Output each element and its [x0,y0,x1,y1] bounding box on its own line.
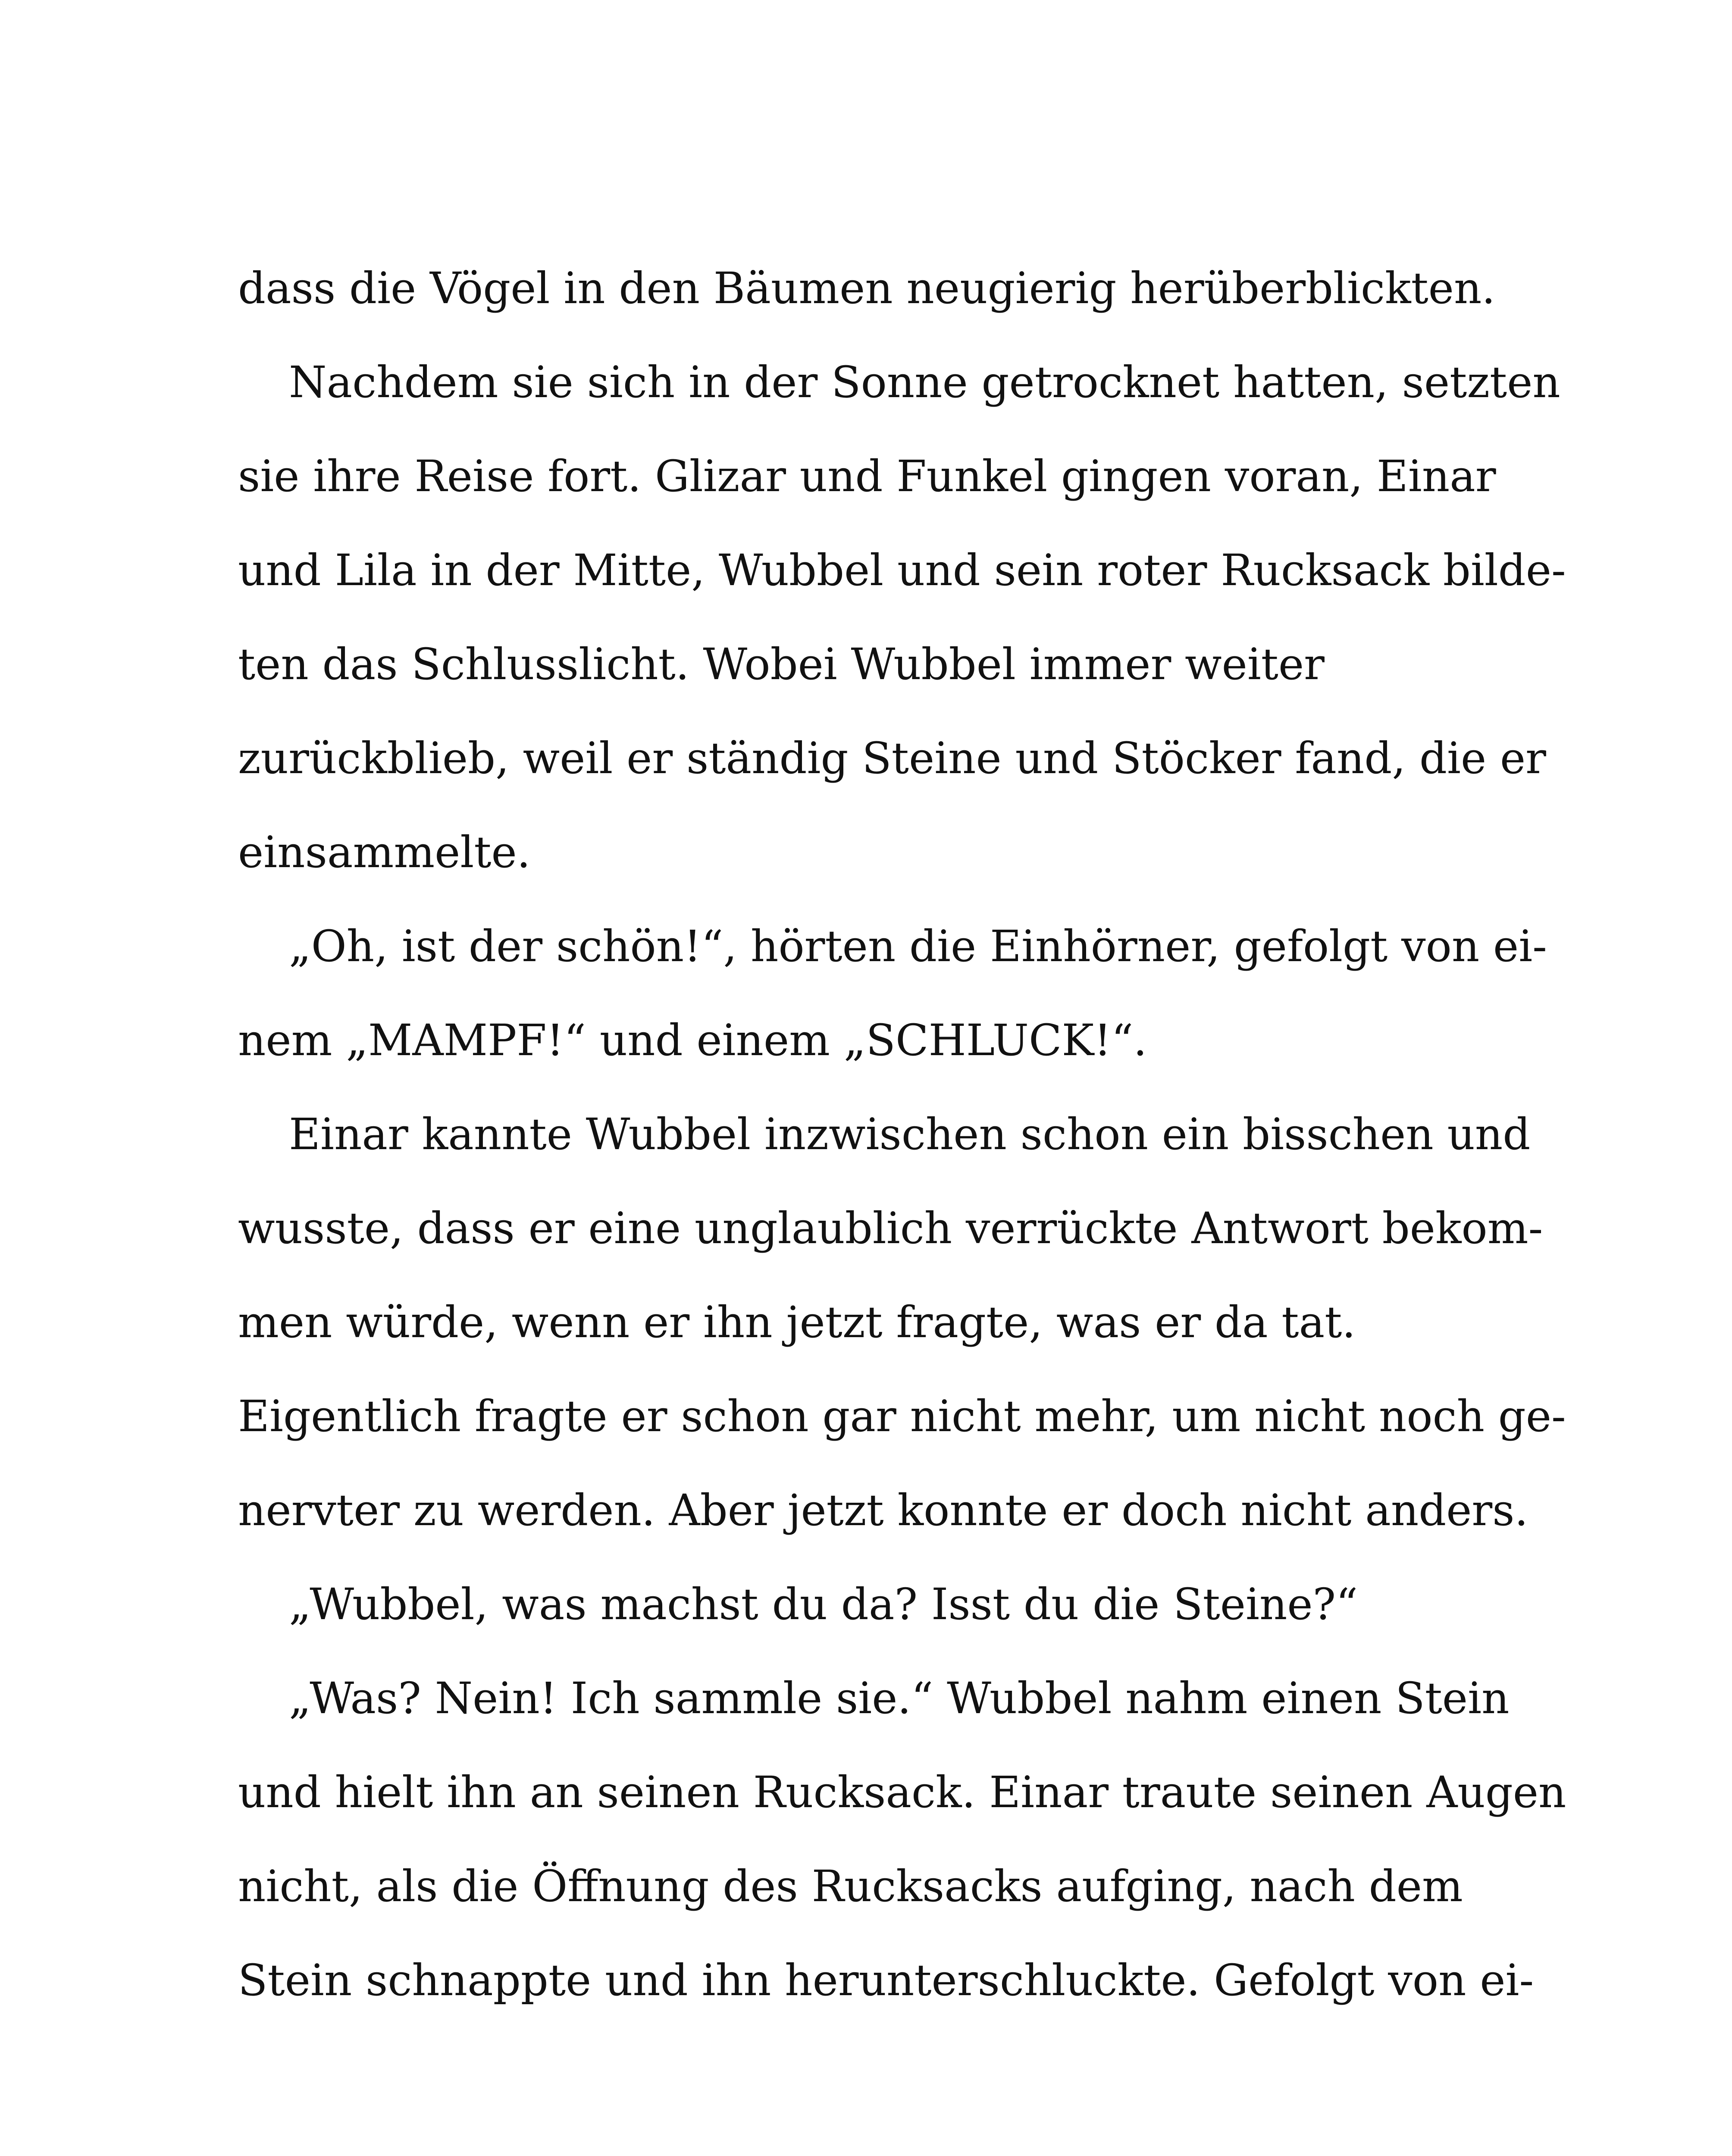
text-line: zurückblieb, weil er ständig Steine und Stöcker fand, die er [238,733,1546,783]
text-line: und Lila in der Mitte, Wubbel und sein roter Rucksack bilde- [238,545,1566,595]
body-text [238,241,1566,2028]
text-line: ten das Schlusslicht. Wobei Wubbel immer weiter [238,639,1325,689]
text-line: wusste, dass er eine unglaublich verrückte Antwort bekom- [238,1203,1543,1253]
text-line: nicht, als die Öffnung des Rucksacks aufging, nach dem [238,1861,1463,1912]
text-line: men würde, wenn er ihn jetzt fragte, was er da tat. [238,1297,1356,1348]
text-line: „Oh, ist der schön!“, hörten die Einhörner, gefolgt von ei- [289,921,1547,971]
text-line: Eigentlich fragte er schon gar nicht mehr, um nicht noch ge- [238,1391,1566,1442]
text-line: und hielt ihn an seinen Rucksack. Einar traute seinen Augen [238,1767,1566,1818]
text-line: Stein schnappte und ihn herunterschluckte. Gefolgt von ei- [238,1955,1534,2006]
text-line: Einar kannte Wubbel inzwischen schon ein bisschen und [289,1109,1531,1159]
text-line: dass die Vögel in den Bäumen neugierig herüberblickten. [238,263,1496,313]
text-line: „Was? Nein! Ich sammle sie.“ Wubbel nahm einen Stein [289,1673,1510,1724]
text-line: Nachdem sie sich in der Sonne getrocknet hatten, setzten [289,357,1560,407]
text-line: nervter zu werden. Aber jetzt konnte er doch nicht anders. [238,1485,1528,1536]
text-line: sie ihre Reise fort. Glizar und Funkel gingen voran, Einar [238,451,1496,501]
text-line: nem „MAMPF!“ und einem „SCHLUCK!“. [238,1015,1147,1065]
text-line: einsammelte. [238,827,531,877]
text-line: „Wubbel, was machst du da? Isst du die Steine?“ [289,1579,1358,1630]
